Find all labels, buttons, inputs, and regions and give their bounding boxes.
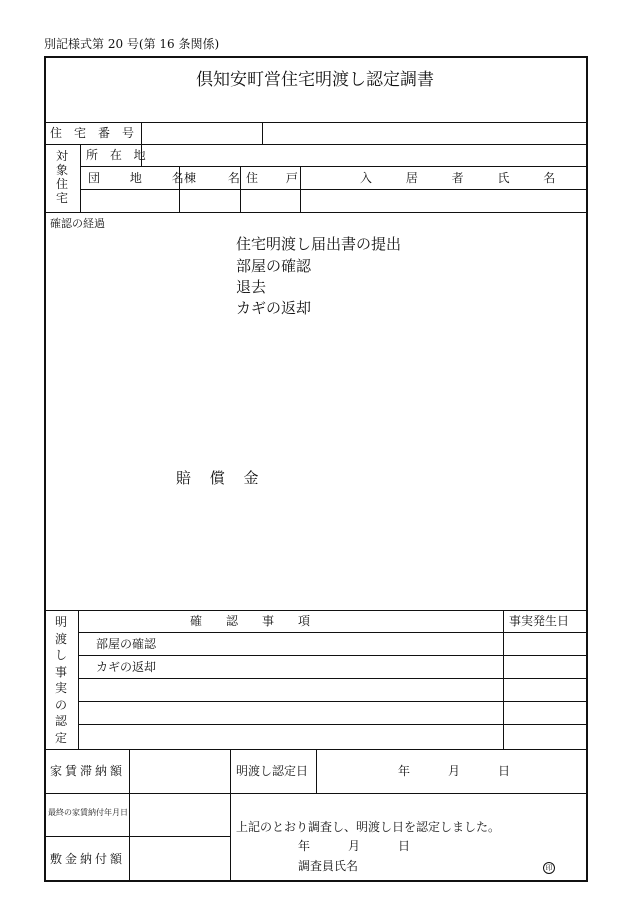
unit-field[interactable] (241, 190, 300, 212)
danchi-name-field[interactable] (81, 190, 179, 212)
seal-mark: 印 (543, 862, 555, 874)
process-item: 退去 (236, 278, 267, 296)
process-item: 住宅明渡し届出書の提出 (236, 235, 402, 253)
danchi-name-header: 団 地 名 (88, 171, 184, 185)
deposit-field[interactable] (130, 837, 230, 881)
cert-year-label: 年 (298, 839, 311, 853)
unit-header: 住 戸 (246, 171, 298, 185)
cert-day-label: 日 (398, 839, 411, 853)
fact-date-field[interactable] (504, 656, 588, 678)
certification-text: 上記のとおり調査し、明渡し日を認定しました。 (236, 820, 501, 834)
resident-name-field[interactable] (301, 190, 588, 212)
confirmation-items-header: 確 認 事 項 (190, 614, 311, 628)
housing-number-field[interactable] (142, 123, 262, 144)
location-field[interactable] (142, 145, 588, 166)
investigator-name-field[interactable] (370, 857, 520, 875)
process-item: カギの返却 (236, 299, 312, 317)
handover-day-label: 日 (498, 764, 511, 778)
divider (503, 610, 504, 749)
resident-name-header: 入 居 者 氏 名 (360, 171, 556, 185)
fact-row-text: カギの返却 (96, 660, 157, 674)
process-label: 確認の経過 (50, 217, 105, 230)
last-rent-payment-label: 最終の家賃納付年月日 (48, 808, 128, 817)
divider (316, 749, 317, 793)
compensation-label: 賠 償 金 (176, 469, 259, 487)
divider (44, 122, 588, 123)
process-item: 部屋の確認 (236, 257, 312, 275)
deposit-label: 敷金納付額 (50, 852, 126, 866)
divider (44, 212, 588, 213)
divider (44, 610, 588, 611)
location-label: 所 在 地 (86, 148, 150, 162)
divider (230, 749, 231, 882)
fact-row-field[interactable] (79, 679, 503, 701)
rent-arrears-label: 家賃滞納額 (50, 764, 126, 778)
building-name-header: 棟 名 (184, 171, 240, 185)
form-number-note: 別記様式第 20 号(第 16 条関係) (44, 37, 220, 51)
divider (262, 122, 263, 144)
fact-row-text: 部屋の確認 (96, 637, 157, 651)
form-title: 倶知安町営住宅明渡し認定調書 (196, 70, 434, 90)
divider (80, 166, 588, 167)
target-housing-label: 対 象 住 宅 (55, 149, 68, 205)
cert-month-label: 月 (348, 839, 361, 853)
occurrence-date-header: 事実発生日 (509, 614, 570, 628)
building-name-field[interactable] (180, 190, 240, 212)
fact-row-field[interactable] (79, 702, 503, 724)
last-rent-payment-field[interactable] (130, 794, 230, 836)
handover-month-label: 月 (448, 764, 461, 778)
housing-number-label: 住 宅 番 号 (50, 126, 135, 140)
handover-year-label: 年 (398, 764, 411, 778)
handover-facts-label: 明 渡 し 事 実 の 認 定 (54, 615, 67, 745)
handover-date-label: 明渡し認定日 (236, 764, 309, 778)
rent-arrears-field[interactable] (130, 750, 230, 793)
fact-row-field[interactable] (79, 725, 503, 749)
fact-date-field[interactable] (504, 633, 588, 655)
divider (44, 793, 588, 794)
investigator-label: 調査員氏名 (298, 859, 359, 873)
